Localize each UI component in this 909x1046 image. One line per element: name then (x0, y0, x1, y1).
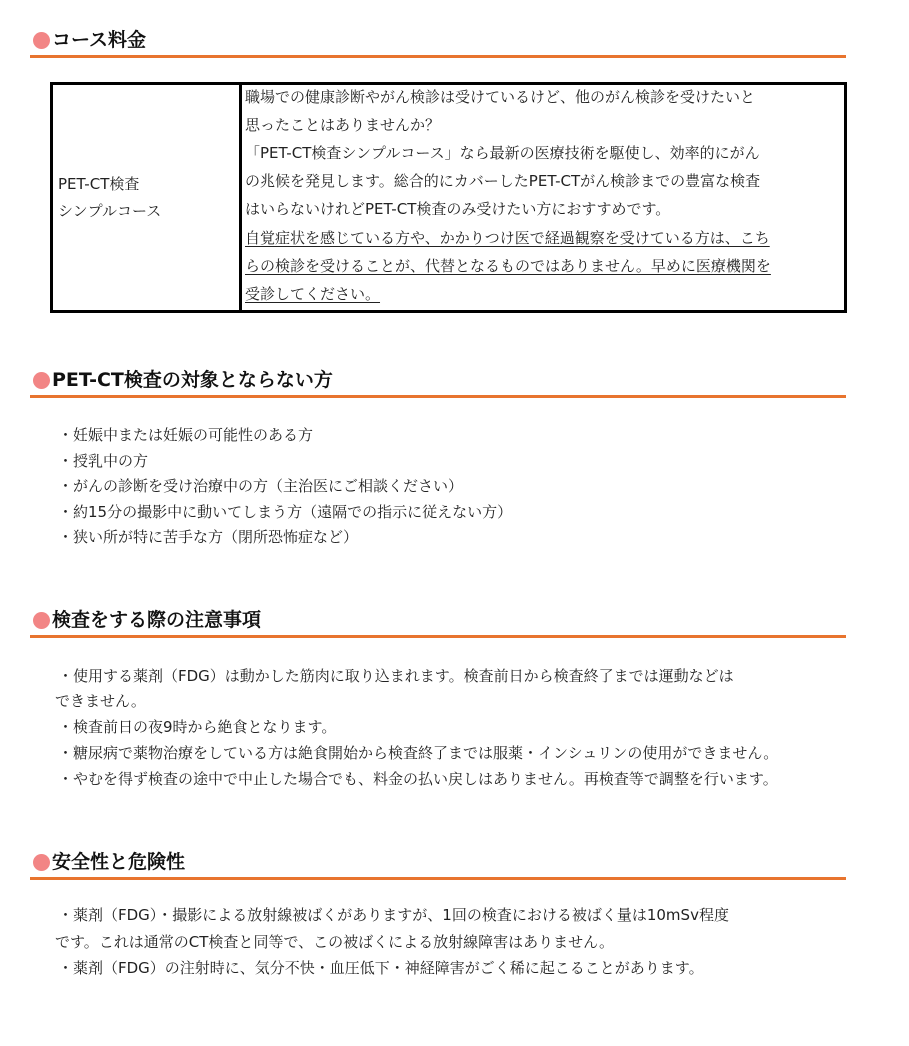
section-title: 検査をする際の注意事項 (52, 609, 262, 631)
safety-line: ・薬剤（FDG）・撮影による放射線被ばくがありますが、1回の検査における被ばく量は10mSv程度 (58, 906, 729, 924)
section-heading-safety (30, 850, 846, 880)
section-heading-precautions (30, 608, 846, 638)
list-item: ・授乳中の方 (58, 452, 149, 470)
section-heading-not-eligible (30, 368, 846, 398)
bullet-dot-icon (33, 32, 50, 49)
section-heading-course-fee (30, 28, 846, 58)
course-fee-table (50, 82, 847, 313)
safety-line: ・薬剤（FDG）の注射時に、気分不快・血圧低下・神経障害がごく稀に起こることがあります。 (58, 959, 704, 977)
bullet-dot-icon (33, 612, 50, 629)
list-item: ・妊娠中または妊娠の可能性のある方 (58, 426, 314, 444)
course-description-line: 「PET-CT検査シンプルコース」なら最新の医療技術を駆使し、効率的にがん (245, 144, 760, 162)
course-description-line: 思ったことはありませんか？ (245, 116, 441, 134)
list-item: ・がんの診断を受け治療中の方（主治医にご相談ください） (58, 477, 464, 495)
precaution-line: ・検査前日の夜9時から絶食となります。 (58, 718, 337, 736)
safety-line: です。これは通常のCT検査と同等で、この被ばくによる放射線障害はありません。 (55, 933, 615, 951)
course-notice-line: らの検診を受けることが、代替となるものではありません。早めに医療機関を (245, 257, 771, 275)
precaution-line: ・やむを得ず検査の途中で中止した場合でも、料金の払い戻しはありません。再検査等で調整を行います。 (58, 770, 778, 788)
bullet-dot-icon (33, 854, 50, 871)
course-name-line: シンプルコース (58, 202, 162, 220)
course-notice-line: 受診してください。 (245, 285, 381, 303)
course-notice-line: 自覚症状を感じている方や、かかりつけ医で経過観察を受けている方は、こち (245, 229, 770, 247)
precaution-line: ・使用する薬剤（FDG）は動かした筋肉に取り込まれます。検査前日から検査終了までは運動などは (58, 667, 734, 685)
precaution-line: ・糖尿病で薬物治療をしている方は絶食開始から検査終了までは服薬・インシュリンの使用ができません。 (58, 744, 779, 762)
list-item: ・狭い所が特に苦手な方（閉所恐怖症など） (58, 528, 359, 546)
course-description-line: 職場での健康診断やがん検診は受けているけど、他のがん検診を受けたいと (245, 88, 756, 106)
course-description-line: はいらないけれどPET-CT検査のみ受けたい方におすすめです。 (245, 200, 671, 218)
course-name-line: PET-CT検査 (58, 175, 140, 193)
bullet-dot-icon (33, 372, 50, 389)
section-title: PET-CT検査の対象とならない方 (52, 369, 333, 391)
section-title: 安全性と危険性 (52, 851, 186, 873)
section-title: コース料金 (52, 29, 147, 51)
precaution-line: できません。 (55, 692, 146, 710)
course-name-cell (53, 85, 242, 310)
list-item: ・約15分の撮影中に動いてしまう方（遠隔での指示に従えない方） (58, 503, 513, 521)
course-description-line: の兆候を発見します。総合的にカバーしたPET-CTがん検診までの豊富な検査 (245, 172, 761, 190)
